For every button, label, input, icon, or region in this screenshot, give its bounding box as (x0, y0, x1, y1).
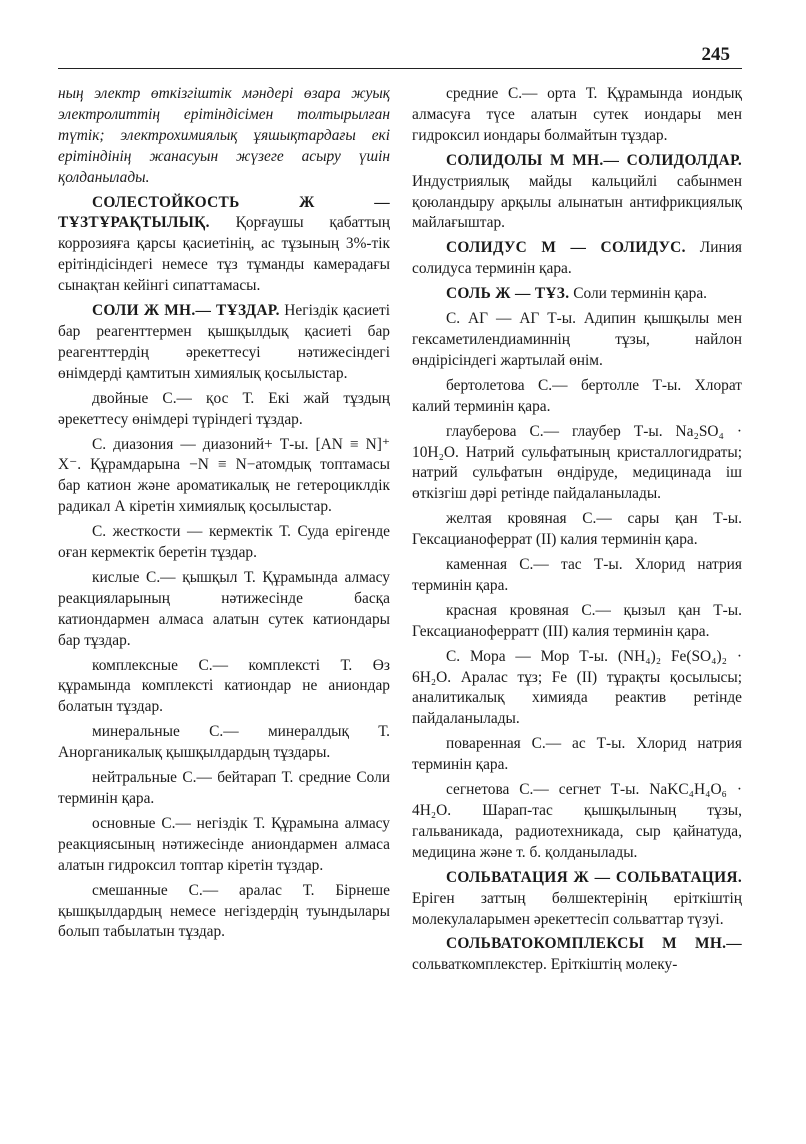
dictionary-subentry (58, 522, 390, 564)
entry-text: Соли терминін қара. (569, 285, 708, 303)
entry-text: Линия солидуса терминін қара. (412, 239, 743, 278)
entry-text: минеральные С.— минералдық Т. Анорганикалық қышқылдардың тұздары. (58, 723, 390, 762)
entry-text: двойные С.— қос Т. Екі жай тұздың әрекеттесу өнімдері түріндегі тұздар. (58, 389, 390, 428)
entry-text: комплексные С.— комплексті Т. Өз құрамында комплексті катиондар не аниондар болатын тұздар. (58, 656, 390, 716)
dictionary-subentry (58, 656, 390, 719)
entry-text: основные С.— негіздік Т. Құрамына алмасу реакциясының нәтижесінде аниондармен алмаса алатын гидроксил топтар кіретін тұздар. (58, 814, 390, 874)
headword: СОЛЕСТОЙКОСТЬ Ж — ТҰЗТҰРАҚТЫЛЫҚ. (58, 193, 390, 232)
entry-text: средние С.— орта Т. Құрамында иондық алмасуға түсе алатын сутек иондары мен гидроксил иондары болмайтын тұздар. (412, 85, 742, 144)
entry-text: Еріген заттың бөлшектерінің еріткіштің молекулаларымен әрекеттесіп сольваттар түзуі. (412, 889, 742, 928)
entry-text: поваренная С.— ас Т-ы. Хлорид натрия терминін қара. (412, 735, 742, 774)
entry-text: С. АГ — АГ Т-ы. Адипин қышқылы мен гексаметилендиаминнің тұзы, найлон өндірісіндегі жартылай өнім. (412, 310, 742, 369)
entry-text: бертолетова С.— бертолле Т-ы. Хлорат калий терминін қара. (412, 376, 742, 415)
dictionary-subentry (58, 881, 390, 944)
entry-text: С. диазония — диазоний+ Т-ы. [AN ≡ N]⁺ X⁻. Құрамдарына −N ≡ N−атомдық топтамасы бар катион және ароматикалық не гетероциклдік радикал А кіретін химиялық қосылыстар. (58, 435, 390, 516)
page-number: 245 (701, 44, 730, 65)
dictionary-subentry (412, 84, 742, 147)
dictionary-subentry (58, 768, 390, 810)
dictionary-subentry (412, 422, 742, 506)
dictionary-subentry (412, 309, 742, 372)
dictionary-headword-entry (412, 151, 742, 235)
dictionary-subentry (412, 555, 742, 597)
entry-text: Қорғаушы қабаттың коррозияға қарсы қасиетінің, ас тұзының 3%-тік ерітіндісіндегі немесе тұз тұманды камерадағы сынақтан кейінгі сипаттамасы. (58, 214, 390, 295)
headword: СОЛЬВАТАЦИЯ Ж — СОЛЬВАТАЦИЯ. (446, 868, 742, 886)
header-rule (58, 68, 742, 69)
right-column (412, 84, 742, 980)
dictionary-subentry (58, 814, 390, 877)
headword: СОЛИДОЛЫ М МН.— СОЛИДОЛДАР. (446, 151, 742, 169)
dictionary-subentry (412, 780, 742, 864)
entry-text: Негіздік қасиеті бар реагенттермен қышқылдық қасиеті бар реагенттердің әрекеттесуі нәтижесіндегі өнімдерді қамтитын химиялық қосылыстар. (58, 302, 391, 382)
entry-text: С. жесткости — кермектік Т. Суда ерігенде оған кермектік беретін тұздар. (58, 523, 390, 562)
dictionary-subentry (58, 435, 390, 519)
entry-text: С. Мора — Мор Т-ы. (NH₄)₂ Fe(SO₄)₂ · 6H₂O. Аралас тұз; Fe (II) тұрақты қосылысы; аналитикалық химияда реактив ретінде пайдаланылады. (412, 647, 742, 728)
dictionary-headword-entry (58, 193, 390, 298)
headword: СОЛИ Ж МН.— ТҰЗДАР. (92, 302, 280, 320)
headword: СОЛИДУС М — СОЛИДУС. (446, 239, 686, 257)
left-column (58, 84, 390, 947)
entry-text: сегнетова С.— сегнет Т-ы. NaKC₄H₄O₆ · 4H₂O. Шарап-тас қышқылының тұзы, гальваникада, радиотехникада, сыр қайнатуда, медицина және т. б. қолданылады. (412, 781, 742, 861)
dictionary-subentry (58, 568, 390, 652)
dictionary-headword-entry (412, 868, 742, 931)
dictionary-subentry (412, 601, 742, 643)
headword: СОЛЬВАТОКОМПЛЕКСЫ М МН.— (446, 935, 742, 953)
dictionary-subentry (58, 722, 390, 764)
entry-text: смешанные С.— аралас Т. Бірнеше қышқылдардың немесе негіздердің туындылары болып табылатын тұздар. (58, 881, 390, 941)
entry-text: Индустриялық майды кальцийлі сабынмен қоюландыру арқылы алынатын антифрикциялық майлағыштар. (412, 172, 742, 232)
dictionary-headword-entry (412, 934, 742, 976)
entry-text: кислые С.— қышқыл Т. Құрамында алмасу реакцияларының нәтижесінде басқа катиондармен алмаса алатын сутек катиондары бар тұздар. (58, 568, 390, 649)
dictionary-subentry (412, 734, 742, 776)
entry-text: ның электр өткізгіштік мәндері өзара жуық электролиттің ерітіндісімен толтырылған түтік; электрохимиялық ұяшықтардағы екі ерітіндінің жанасуын жүзеге асыру үшін қолданылады. (58, 85, 390, 186)
dictionary-subentry (412, 647, 742, 731)
entry-text: желтая кровяная С.— сары қан Т-ы. Гексацианоферрат (II) калия терминін қара. (412, 510, 742, 549)
entry-text: глауберова С.— глаубер Т-ы. Na₂SO₄ · 10H₂O. Натрий сульфатының кристаллогидраты; натрий сульфатын өндіруде, медицинада іш өткізгіш дәрі ретінде пайдаланылады. (412, 422, 742, 503)
entry-text: красная кровяная С.— қызыл қан Т-ы. Гексацианоферратт (III) калия терминін қара. (412, 601, 742, 640)
headword: СОЛЬ Ж — ТҰЗ. (446, 285, 570, 303)
page-header (58, 40, 742, 70)
dictionary-subentry (412, 376, 742, 418)
dictionary-subentry (412, 509, 742, 551)
entry-text: нейтральные С.— бейтарап Т. средние Соли терминін қара. (58, 769, 390, 807)
dictionary-headword-entry (412, 284, 742, 305)
dictionary-headword-entry (412, 238, 742, 280)
dictionary-subentry (58, 389, 390, 431)
entry-text: сольваткомплекстер. Еріткіштің молеку- (412, 956, 678, 974)
entry-text: каменная С.— тас Т-ы. Хлорид натрия терминін қара. (412, 556, 742, 594)
dictionary-text (58, 84, 390, 189)
dictionary-headword-entry (58, 301, 390, 385)
